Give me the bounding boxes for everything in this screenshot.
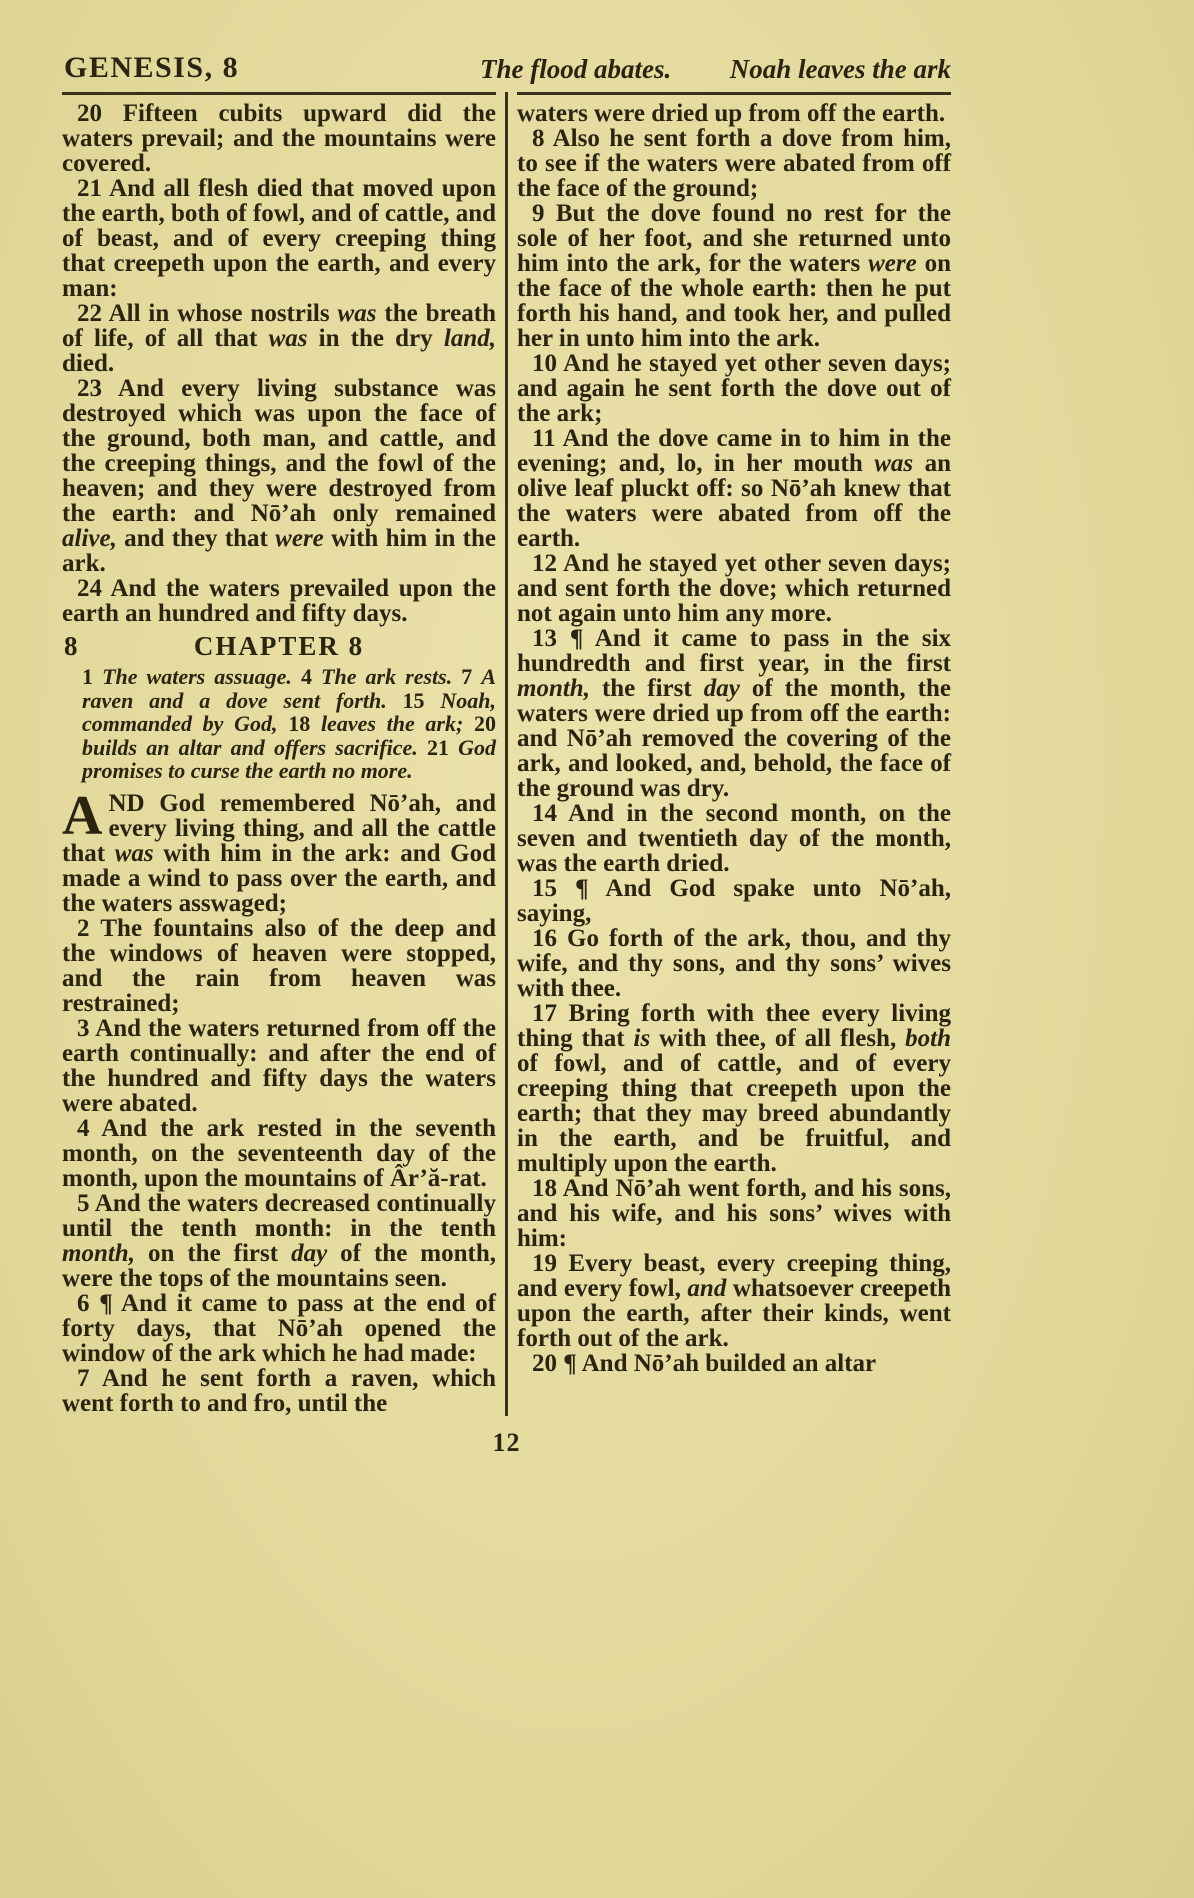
verse-number: 13 [532, 625, 570, 652]
verse-number: 22 [77, 300, 109, 327]
verse-paragraph [517, 101, 951, 126]
verse-paragraph [62, 784, 497, 917]
verse-paragraph [517, 801, 951, 876]
verse-number: 9 [532, 200, 556, 227]
verse-text: 20 [474, 711, 496, 736]
verse-paragraph [517, 926, 951, 1001]
left-column [62, 92, 496, 1416]
verse-text-italic: month, [62, 1239, 135, 1267]
verse-text: And every living substance was destroyed which was upon the face of the ground, both man, and cattle, and the creeping things, and the fowl of the heaven; and they were destroyed from the earth: and Nō’ah only remained [62, 375, 496, 527]
verse-text: And he stayed yet other seven days; and sent forth the dove; which returned not again unto him any more. [517, 550, 952, 627]
page-number: 12 [492, 1427, 521, 1457]
two-column-text [62, 92, 951, 1416]
verse-text: And the waters decreased continually until the tenth month: in the tenth [62, 1189, 496, 1242]
left-column-verses-genesis-7 [62, 101, 496, 626]
drop-cap-letter: A [62, 784, 103, 847]
verse-number: 12 [532, 550, 564, 577]
verse-number: 14 [532, 800, 569, 827]
verse-number: 23 [77, 375, 119, 402]
verse-number: 5 [77, 1189, 95, 1217]
verse-paragraph [62, 1016, 496, 1116]
verse-paragraph [62, 301, 496, 376]
verse-text: the first [589, 675, 704, 702]
verse-text: ND God remembered Nō’ah, and every living thing, and all the cattle that [62, 789, 496, 867]
verse-text: ¶ And Nō’ah builded an altar [563, 1350, 877, 1377]
verse-text: Fifteen cubits upward did the waters prevail; and the mountains were covered. [62, 100, 497, 177]
verse-text: with him in the ark. [62, 525, 496, 577]
verse-text-italic: The ark rests. [321, 664, 462, 689]
verse-text-italic: and [687, 1275, 727, 1302]
verse-number: 8 [532, 125, 553, 152]
verse-paragraph [62, 376, 496, 576]
verse-text: Also he sent forth a dove from him, to see if the waters were abated from off the face of the ground; [517, 125, 952, 202]
verse-number: 7 [77, 1364, 102, 1392]
verse-number: 4 [77, 1114, 102, 1142]
verse-paragraph [517, 351, 951, 426]
verse-text: And in the second month, on the seven and twentieth day of the month, was the earth dried. [517, 800, 952, 877]
verse-number: 21 [77, 175, 110, 202]
verse-text-italic: God promises to curse the earth no more. [82, 734, 497, 783]
verse-paragraph [62, 101, 496, 176]
verse-number: 11 [532, 425, 563, 452]
verse-paragraph [517, 1001, 951, 1176]
verse-text: And Nō’ah went forth, and his sons, and his wife, and his sons’ wives with him: [517, 1175, 951, 1252]
verse-text: 4 [300, 664, 322, 689]
verse-text: 18 [288, 711, 321, 736]
verse-text-italic: builds an altar and offers sacrifice. [82, 734, 427, 760]
verse-number: 18 [532, 1175, 563, 1202]
book-chapter-title: GENESIS, 8 [64, 51, 240, 84]
verse-text: 1 [82, 664, 103, 689]
verse-text-italic: month, [517, 675, 590, 702]
verse-text: And all flesh died that moved upon the earth, both of fowl, and of cattle, and of beast, and of every creeping thing that creepeth upon the earth, and every man: [62, 175, 497, 302]
verse-text: an olive leaf pluckt off: so Nō’ah knew that the waters were abated from off the earth. [517, 450, 952, 552]
verse-text: And the dove came in to him in the evening; and, lo, in her mouth [517, 425, 951, 477]
verse-text-italic: The waters assuage. [102, 664, 301, 689]
verse-text-italic: land, [443, 325, 496, 352]
verse-text: 21 [426, 734, 459, 760]
verse-paragraph [62, 176, 496, 301]
verse-text-italic: Noah, commanded by God, [82, 687, 497, 736]
verse-paragraph [517, 626, 951, 801]
verse-text: died. [62, 350, 115, 377]
verse-text: 15 [402, 687, 441, 713]
chapter-margin-number: 8 [64, 631, 78, 661]
verse-text: and they that [116, 525, 276, 552]
verse-text: And he stayed yet other seven days; and again he sent forth the dove out of the ark; [517, 350, 952, 427]
verse-number: 20 [532, 1350, 564, 1377]
verse-text: ¶ And it came to pass at the end of forty days, that Nō’ah opened the window of the ark which he had made: [62, 1289, 496, 1367]
verse-text: The fountains also of the deep and the windows of heaven were stopped, and the rain from heaven was restrained; [62, 914, 496, 1017]
verse-text: with thee, of all flesh, [650, 1025, 906, 1052]
running-head-right: Noah leaves the ark [729, 54, 951, 84]
verse-text: Bring forth with thee every living thing that [517, 1000, 952, 1052]
verse-text-italic: both [905, 1025, 951, 1052]
chapter-summary [62, 663, 496, 791]
verse-text: Go forth of the ark, thou, and thy wife, and thy sons, and thy sons’ wives with thee. [517, 925, 951, 1002]
verse-text: of fowl, and of cattle, and of every creeping thing that creepeth upon the earth; that they may breed abundantly in the earth, and be fruitful, and multiply upon the earth. [517, 1050, 951, 1177]
verse-text-italic: were [868, 250, 917, 277]
verse-text: on the face of the whole earth: then he put forth his hand, and took her, and pulled her in unto him into the ark. [517, 250, 951, 352]
right-column [517, 92, 951, 1416]
verse-text: of the month, were the tops of the mountains seen. [62, 1239, 496, 1292]
verse-number: 3 [77, 1014, 96, 1042]
verse-text: And the waters returned from off the earth continually: and after the end of the hundred and fifty days the waters were abated. [62, 1014, 497, 1117]
verse-paragraph [517, 1251, 951, 1351]
verse-number: 2 [77, 914, 101, 942]
verse-text: of the month, the waters were dried up from off the earth: and Nō’ah removed the covering of the ark, and looked, and, behold, the face of the ground was dry. [517, 675, 951, 802]
verse-text: ¶ And it came to pass in the six hundredth and first year, in the first [517, 625, 952, 677]
verse-paragraph [517, 426, 951, 551]
verse-text: 7 [461, 664, 482, 689]
verse-text: waters were dried up from off the earth. [517, 100, 946, 127]
verse-paragraph [62, 916, 496, 1016]
verse-number: 10 [532, 350, 564, 377]
verse-number: 17 [532, 1000, 569, 1027]
verse-text-italic: was [268, 325, 308, 352]
verse-number: 16 [532, 925, 568, 952]
verse-paragraph [62, 1291, 496, 1366]
verse-number: 20 [77, 100, 123, 127]
verse-text: ¶ And God spake unto Nō’ah, saying, [517, 875, 952, 927]
verse-paragraph [517, 876, 951, 926]
verse-text-italic: was [337, 300, 377, 327]
right-column-verses [517, 101, 951, 1376]
page-content [62, 44, 951, 1458]
verse-text: on the first [134, 1239, 292, 1267]
verse-text: with him in the ark: and God made a wind to pass over the earth, and the waters asswaged; [62, 839, 497, 917]
verse-text: in the dry [307, 325, 444, 352]
verse-paragraph [517, 1351, 951, 1376]
verse-text: But the dove found no rest for the sole of her foot, and she returned unto him into the ark, for the waters [517, 200, 951, 277]
verse-text-italic: were [275, 525, 324, 552]
page-header [62, 44, 951, 92]
verse-paragraph [62, 1191, 496, 1291]
verse-text-italic: alive, [62, 525, 117, 552]
verse-text-italic: day [703, 675, 740, 702]
verse-paragraph [62, 1366, 496, 1416]
verse-number: 15 [532, 875, 576, 902]
verse-paragraph [517, 126, 951, 201]
verse-text: Every beast, every creeping thing, and every fowl, [517, 1250, 951, 1302]
verse-text-italic: leaves the ark; [320, 711, 474, 736]
verse-paragraph [62, 1116, 496, 1191]
verse-text: whatsoever creepeth upon the earth, after their kinds, went forth out of the ark. [517, 1275, 952, 1352]
verse-number: 6 [77, 1289, 100, 1317]
verse-text-italic: was [874, 450, 914, 477]
column-divider-rule [505, 92, 508, 1416]
verse-text: And he sent forth a raven, which went forth to and fro, until the [62, 1364, 496, 1417]
verse-text-italic: was [114, 839, 154, 867]
verse-paragraph [517, 1176, 951, 1251]
verse-number: 24 [77, 575, 111, 602]
verse-text-italic: is [633, 1025, 651, 1052]
chapter-title: CHAPTER 8 [193, 631, 365, 661]
left-column-verses-genesis-8 [62, 784, 497, 1417]
verse-number: 19 [532, 1250, 569, 1277]
verse-paragraph [517, 551, 951, 626]
verse-text: the breath of life, of all that [62, 300, 496, 352]
running-head-left: The flood abates. [480, 54, 672, 84]
chapter-heading [62, 631, 496, 661]
verse-paragraph [82, 665, 496, 783]
verse-text: And the ark rested in the seventh month, on the seventeenth day of the month, upon the mountains of Âr’ă-rat. [62, 1114, 496, 1192]
verse-text: All in whose nostrils [108, 300, 338, 327]
verse-paragraph [517, 201, 951, 351]
verse-text-italic: day [291, 1239, 328, 1267]
verse-paragraph [62, 576, 496, 626]
verse-text-italic: A raven and a dove sent forth. [82, 664, 497, 713]
verse-text: And the waters prevailed upon the earth an hundred and fifty days. [62, 575, 496, 627]
